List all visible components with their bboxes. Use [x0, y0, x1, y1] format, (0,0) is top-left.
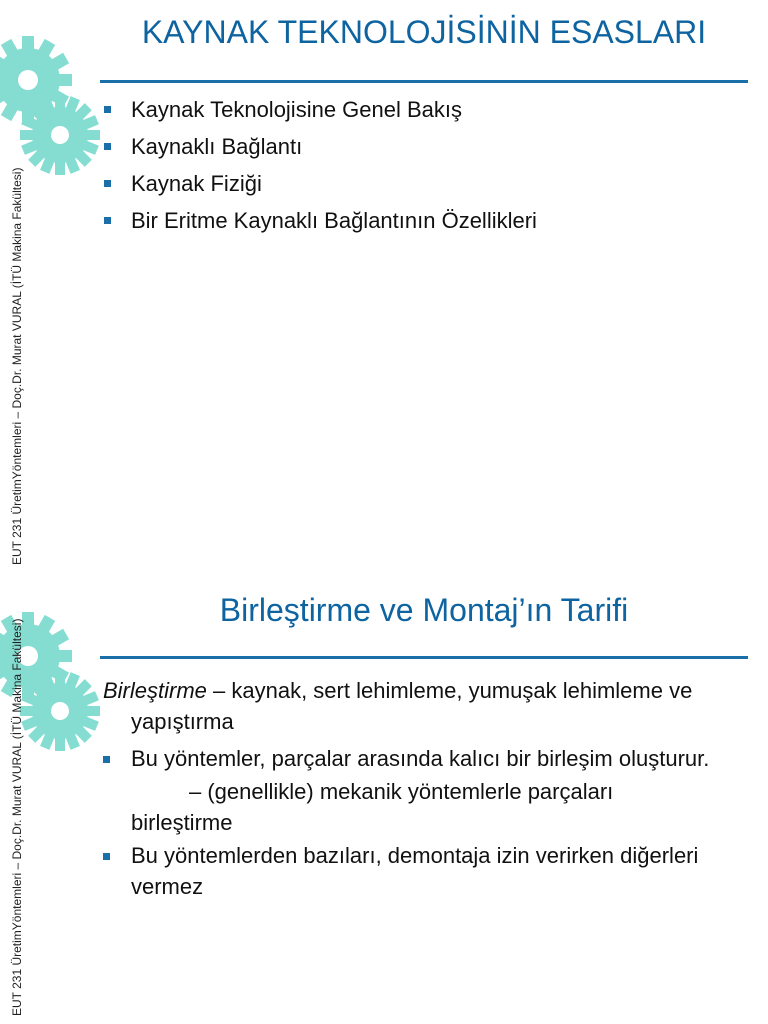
title-divider: [100, 656, 748, 659]
list-item-text: Bu yöntemler, parçalar arasında kalıcı bir birleşim oluşturur.: [131, 746, 710, 771]
bullet-square-icon: [103, 853, 110, 860]
gears-decoration-icon: [0, 30, 110, 180]
slide-title: KAYNAK TEKNOLOJİSİNİN ESASLARI: [141, 14, 707, 50]
slide-2: [0, 576, 768, 1024]
bullet-square-icon: [104, 180, 111, 187]
list-item-text: Kaynak Fiziği: [131, 171, 262, 196]
list-item-text: Kaynaklı Bağlantı: [131, 134, 303, 159]
list-item: [104, 208, 724, 234]
sub-item: [131, 776, 723, 838]
definition-paragraph: [103, 675, 723, 737]
list-item-text: Kaynak Teknolojisine Genel Bakış: [131, 97, 463, 122]
slide-title: Birleştirme ve Montaj’ın Tarifi: [219, 592, 629, 628]
slide-body: [103, 675, 723, 902]
definition-text: – kaynak, sert lehimleme, yumuşak lehimleme ve yapıştırma: [131, 678, 693, 734]
list-item: [104, 171, 724, 197]
definition-term: Birleştirme: [103, 678, 207, 703]
bullet-square-icon: [104, 217, 111, 224]
list-item: [104, 97, 724, 123]
title-divider: [100, 80, 748, 83]
list-item-text: Bir Eritme Kaynaklı Bağlantının Özellikleri: [131, 208, 537, 233]
bullet-list: [104, 97, 724, 245]
list-item: [103, 743, 723, 774]
side-caption-text: EUT 231 ÜretimYöntemleri – Doç.Dr. Murat VURAL (İTÜ Makina Fakültesi): [10, 167, 24, 565]
side-caption-text: EUT 231 ÜretimYöntemleri – Doç.Dr. Murat VURAL (İTÜ Makina Fakültesi): [10, 618, 24, 1016]
bullet-square-icon: [104, 143, 111, 150]
sub-item-text: – (genellikle) mekanik yöntemlerle parçaları: [189, 779, 614, 804]
list-item: [103, 840, 723, 902]
bullet-square-icon: [104, 106, 111, 113]
sub-item-text-continued: birleştirme: [131, 810, 233, 835]
list-item: [104, 134, 724, 160]
bullet-square-icon: [103, 756, 110, 763]
list-item-text: Bu yöntemlerden bazıları, demontaja izin verirken diğerleri vermez: [131, 843, 699, 899]
